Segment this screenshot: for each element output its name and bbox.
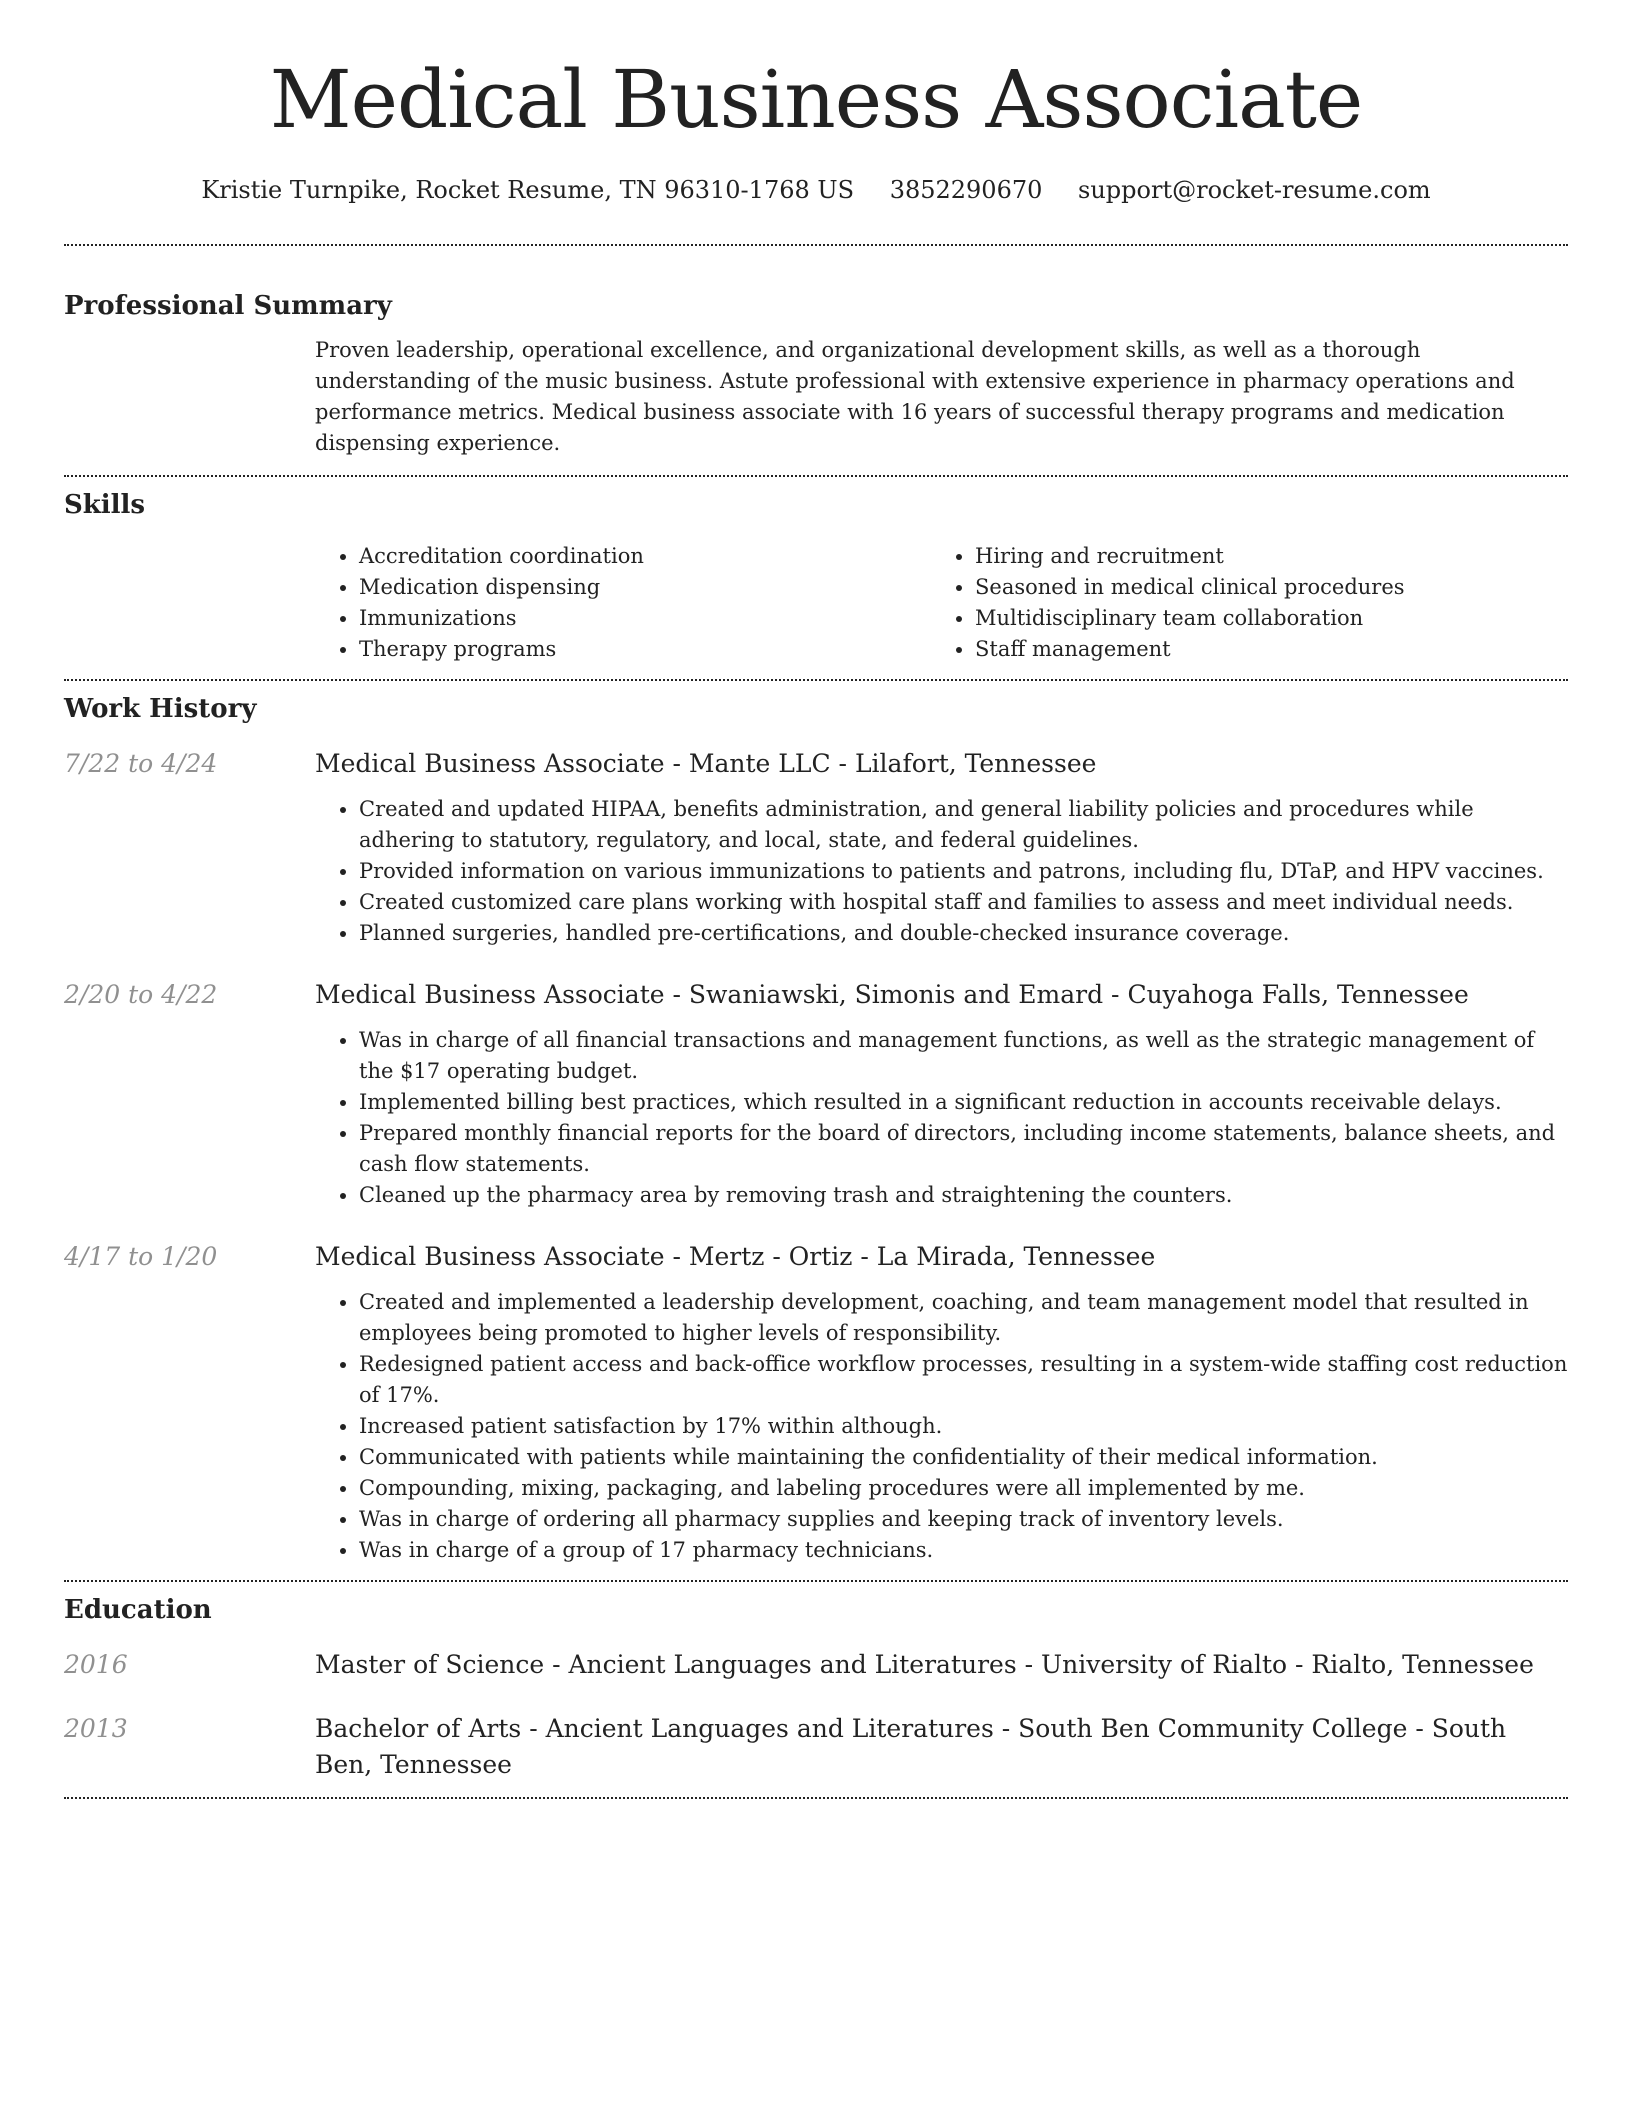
skill-item: • Therapy programs: [359, 634, 931, 665]
job-bullets: [315, 1287, 1568, 1566]
skills-list-left: [315, 541, 931, 665]
resume-header: [64, 0, 1568, 206]
skill-item: • Immunizations: [359, 603, 931, 634]
divider: [64, 1797, 1568, 1799]
candidate-name: Medical Business Associate: [269, 53, 1363, 146]
education-entry: [64, 1647, 1568, 1683]
job-dates: 7/22 to 4/24: [64, 749, 218, 778]
contact-phone: 3852290670: [889, 176, 1043, 204]
job-bullet: • Was in charge of a group of 17 pharmacy technicians.: [359, 1535, 1568, 1566]
skill-item: • Multidisciplinary team collaboration: [975, 603, 1547, 634]
job-bullet: • Communicated with patients while maintaining the confidentiality of their medical information.: [359, 1442, 1568, 1473]
job-bullet: • Provided information on various immunizations to patients and patrons, including flu, DTaP, and HPV vaccines.: [359, 856, 1568, 887]
summary-title: Professional Summary: [64, 291, 392, 321]
job-bullets: [315, 1025, 1568, 1211]
education-degree: Bachelor of Arts - Ancient Languages and Literatures - South Ben Community College - South Ben, Tennessee: [315, 1714, 1507, 1779]
job-bullet: • Was in charge of all financial transactions and management functions, as well as the strategic management of the $17 operating budget.: [359, 1025, 1568, 1087]
skill-item: • Seasoned in medical clinical procedures: [975, 572, 1547, 603]
skills-column-left: [315, 541, 931, 665]
job-title: Medical Business Associate - Mante LLC - Lilafort, Tennessee: [315, 749, 1097, 778]
job-bullet: • Redesigned patient access and back-office workflow processes, resulting in a system-wide staffing cost reduction of 17%.: [359, 1349, 1568, 1411]
job-dates: 4/17 to 1/20: [64, 1242, 218, 1271]
contact-line: [64, 174, 1568, 206]
skills-list-right: [931, 541, 1547, 665]
job-heading-row: [64, 746, 1568, 782]
summary-section: [64, 246, 1568, 475]
job-bullet: • Created customized care plans working with hospital staff and families to assess and meet individual needs.: [359, 887, 1568, 918]
job-bullet: • Increased patient satisfaction by 17% within although.: [359, 1411, 1568, 1442]
education-list: [64, 1647, 1568, 1797]
skills-column-right: [931, 541, 1547, 665]
job-bullet: • Implemented billing best practices, which resulted in a significant reduction in accounts receivable delays.: [359, 1087, 1568, 1118]
summary-text: Proven leadership, operational excellence, and organizational development skills, as well as a thorough understanding of the music business. Astute professional with extensive experience in pharmacy operations and performance metrics. Medical business associate with 16 years of successful therapy programs and medication dispensing experience.: [315, 338, 1515, 455]
skill-item: • Hiring and recruitment: [975, 541, 1547, 572]
resume-page: [64, 0, 1568, 1799]
job-heading-row: [64, 1239, 1568, 1275]
education-year: 2013: [64, 1714, 128, 1743]
job-bullet: • Prepared monthly financial reports for the board of directors, including income statements, balance sheets, and cash flow statements.: [359, 1118, 1568, 1180]
skills-section: [64, 477, 1568, 679]
education-entry: [64, 1711, 1568, 1783]
education-degree: Master of Science - Ancient Languages and Literatures - University of Rialto - Rialto, Tennessee: [315, 1650, 1534, 1679]
job-title: Medical Business Associate - Mertz - Ortiz - La Mirada, Tennessee: [315, 1242, 1156, 1271]
education-section: [64, 1582, 1568, 1797]
contact-address: Kristie Turnpike, Rocket Resume, TN 96310-1768 US: [201, 176, 855, 204]
job-bullet-list: [315, 794, 1568, 949]
education-title: Education: [64, 1595, 212, 1625]
skill-item: • Staff management: [975, 634, 1547, 665]
job-bullet: • Was in charge of ordering all pharmacy supplies and keeping track of inventory levels.: [359, 1504, 1568, 1535]
job-bullets: [315, 794, 1568, 949]
job-bullet: • Planned surgeries, handled pre-certifications, and double-checked insurance coverage.: [359, 918, 1568, 949]
contact-email: support@rocket-resume.com: [1078, 176, 1431, 204]
skill-item: • Accreditation coordination: [359, 541, 931, 572]
work-section: [64, 681, 1568, 1580]
skills-title: Skills: [64, 490, 146, 520]
skills-grid: [315, 541, 1568, 679]
job-bullet: • Cleaned up the pharmacy area by removing trash and straightening the counters.: [359, 1180, 1568, 1211]
job-bullet: • Created and updated HIPAA, benefits administration, and general liability policies and procedures while adhering to statutory, regulatory, and local, state, and federal guidelines.: [359, 794, 1568, 856]
job-bullet: • Created and implemented a leadership development, coaching, and team management model that resulted in employees being promoted to higher levels of responsibility.: [359, 1287, 1568, 1349]
education-year: 2016: [64, 1650, 128, 1679]
job-bullet-list: [315, 1025, 1568, 1211]
job-title: Medical Business Associate - Swaniawski, Simonis and Emard - Cuyahoga Falls, Tennessee: [315, 980, 1469, 1009]
job-entry: [64, 746, 1568, 949]
job-entry: [64, 977, 1568, 1211]
job-bullet: • Compounding, mixing, packaging, and labeling procedures were all implemented by me.: [359, 1473, 1568, 1504]
skill-item: • Medication dispensing: [359, 572, 931, 603]
job-list: [64, 746, 1568, 1580]
job-bullet-list: [315, 1287, 1568, 1566]
job-dates: 2/20 to 4/22: [64, 980, 218, 1009]
job-entry: [64, 1239, 1568, 1566]
work-title: Work History: [64, 694, 257, 724]
job-heading-row: [64, 977, 1568, 1013]
